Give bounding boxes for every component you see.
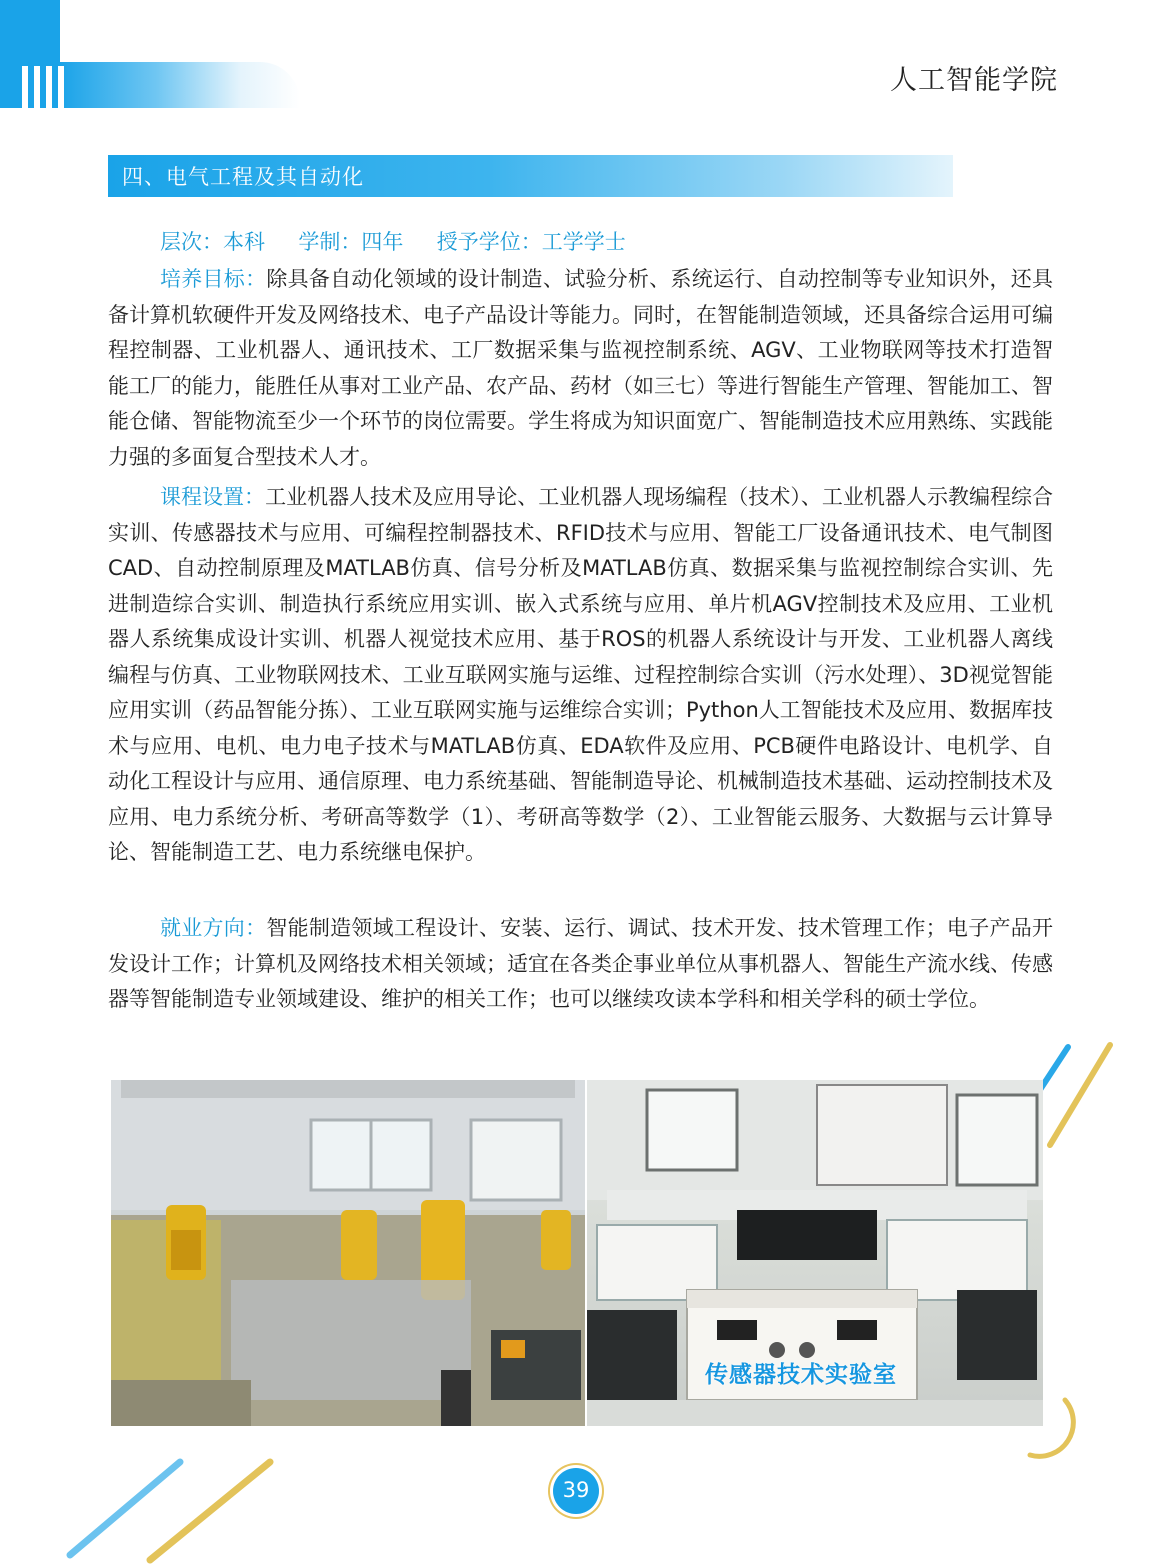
- robot-lab-illustration: [111, 1080, 585, 1426]
- college-name: 人工智能学院: [890, 65, 1058, 96]
- employment-label: 就业方向：: [160, 916, 267, 940]
- robot-lab-photo: [111, 1080, 585, 1426]
- sensor-lab-caption: 传感器技术实验室: [705, 1362, 897, 1388]
- section-title: 四、电气工程及其自动化: [122, 165, 364, 189]
- employment-paragraph: [108, 911, 1053, 1018]
- training-goal-label: 培养目标：: [160, 267, 267, 291]
- course-text: 工业机器人技术及应用导论、工业机器人现场编程（技术）、工业机器人示教编程综合实训、传感器技术与应用、可编程控制器技术、RFID技术与应用、智能工厂设备通讯技术、电气制图CAD、自动控制原理及MATLAB仿真、信号分析及MATLAB仿真、数据采集与监视控制综合实训、先进制造综合实训、制造执行系统应用实训、嵌入式系统与应用、单片机AGV控制技术及应用、工业机器人系统集成设计实训、机器人视觉技术应用、基于ROS的机器人系统设计与开发、工业机器人离线编程与仿真、工业物联网技术、工业互联网实施与运维、过程控制综合实训（污水处理）、3D视觉智能应用实训（药品智能分拣）、工业互联网实施与运维综合实训；Python人工智能技术及应用、数据库技术与应用、电机、电力电子技术与MATLAB仿真、EDA软件及应用、PCB硬件电路设计、电机学、自动化工程设计与应用、通信原理、电力系统基础、智能制造导论、机械制造技术基础、运动控制技术及应用、电力系统分析、考研高等数学（1）、考研高等数学（2）、工业智能云服务、大数据与云计算导论、智能制造工艺、电力系统继电保护。: [108, 485, 1053, 864]
- header-stripes: [22, 66, 64, 108]
- course-label: 课程设置：: [160, 485, 266, 509]
- employment-text: 智能制造领域工程设计、安装、运行、调试、技术开发、技术管理工作；电子产品开发设计工作；计算机及网络技术相关领域；适宜在各类企事业单位从事机器人、智能生产流水线、传感器等智能制造专业领域建设、维护的相关工作；也可以继续攻读本学科和相关学科的硕士学位。: [108, 916, 1053, 1011]
- training-goal-paragraph: [108, 262, 1053, 475]
- training-goal-text: 除具备自动化领域的设计制造、试验分析、系统运行、自动控制等专业知识外，还具备计算机软硬件开发及网络技术、电子产品设计等能力。同时，在智能制造领域，还具备综合运用可编程控制器、工业机器人、通讯技术、工厂数据采集与监视控制系统、AGV、工业物联网等技术打造智能工厂的能力，能胜任从事对工业产品、农产品、药材（如三七）等进行智能生产管理、智能加工、智能仓储、智能物流至少一个环节的岗位需要。学生将成为知识面宽广、智能制造技术应用熟练、实践能力强的多面复合型技术人才。: [108, 267, 1053, 469]
- sensor-lab-photo: [587, 1080, 1043, 1426]
- page-number: 39: [562, 1478, 590, 1502]
- course-paragraph: [108, 480, 1053, 871]
- header-gradient-band: [60, 62, 300, 108]
- decor-lines-bottom-left: [50, 1440, 290, 1564]
- program-meta: 层次：本科 学制：四年 授予学位：工学学士: [160, 230, 626, 254]
